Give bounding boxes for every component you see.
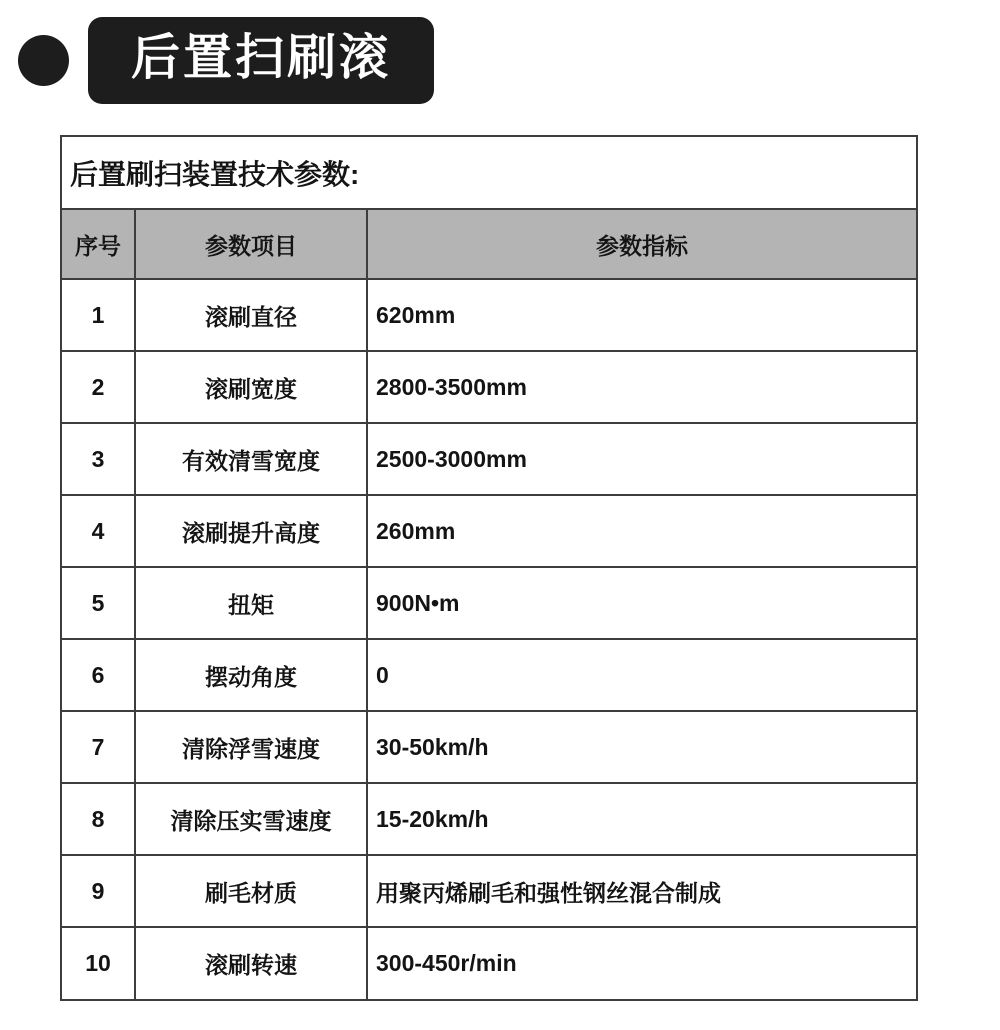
section-badge-label: 后置扫刷滚	[130, 31, 391, 85]
row-no: 3	[62, 423, 135, 495]
row-value: 2500-3000mm	[367, 423, 916, 495]
table-row	[62, 855, 916, 927]
table-row	[62, 423, 916, 495]
row-item: 滚刷提升高度	[135, 495, 367, 567]
row-item: 摆动角度	[135, 639, 367, 711]
spec-table-header-row	[62, 209, 916, 279]
table-row	[62, 927, 916, 999]
section-bullet-icon	[18, 35, 69, 86]
column-header-item: 参数项目	[135, 209, 367, 279]
row-value: 0	[367, 639, 916, 711]
row-item: 滚刷宽度	[135, 351, 367, 423]
row-value: 300-450r/min	[367, 927, 916, 999]
row-item: 清除压实雪速度	[135, 783, 367, 855]
spec-panel-title: 后置刷扫装置技术参数:	[70, 158, 360, 190]
row-item: 滚刷直径	[135, 279, 367, 351]
row-value: 620mm	[367, 279, 916, 351]
row-no: 5	[62, 567, 135, 639]
table-row	[62, 567, 916, 639]
row-no: 9	[62, 855, 135, 927]
table-row	[62, 639, 916, 711]
table-row	[62, 711, 916, 783]
row-value: 2800-3500mm	[367, 351, 916, 423]
row-no: 8	[62, 783, 135, 855]
table-row	[62, 279, 916, 351]
column-header-value: 参数指标	[367, 209, 916, 279]
row-no: 10	[62, 927, 135, 999]
row-item: 扭矩	[135, 567, 367, 639]
row-value: 30-50km/h	[367, 711, 916, 783]
row-no: 2	[62, 351, 135, 423]
table-row	[62, 783, 916, 855]
spec-table	[62, 208, 916, 999]
row-item: 滚刷转速	[135, 927, 367, 999]
table-row	[62, 495, 916, 567]
row-item: 刷毛材质	[135, 855, 367, 927]
table-row	[62, 351, 916, 423]
section-badge	[88, 17, 434, 104]
row-value: 260mm	[367, 495, 916, 567]
row-no: 4	[62, 495, 135, 567]
row-no: 7	[62, 711, 135, 783]
spec-panel	[60, 135, 918, 1001]
row-item: 有效清雪宽度	[135, 423, 367, 495]
row-value: 900N•m	[367, 567, 916, 639]
column-header-no: 序号	[62, 209, 135, 279]
row-item: 清除浮雪速度	[135, 711, 367, 783]
row-value: 15-20km/h	[367, 783, 916, 855]
row-value: 用聚丙烯刷毛和强性钢丝混合制成	[367, 855, 916, 927]
row-no: 6	[62, 639, 135, 711]
row-no: 1	[62, 279, 135, 351]
